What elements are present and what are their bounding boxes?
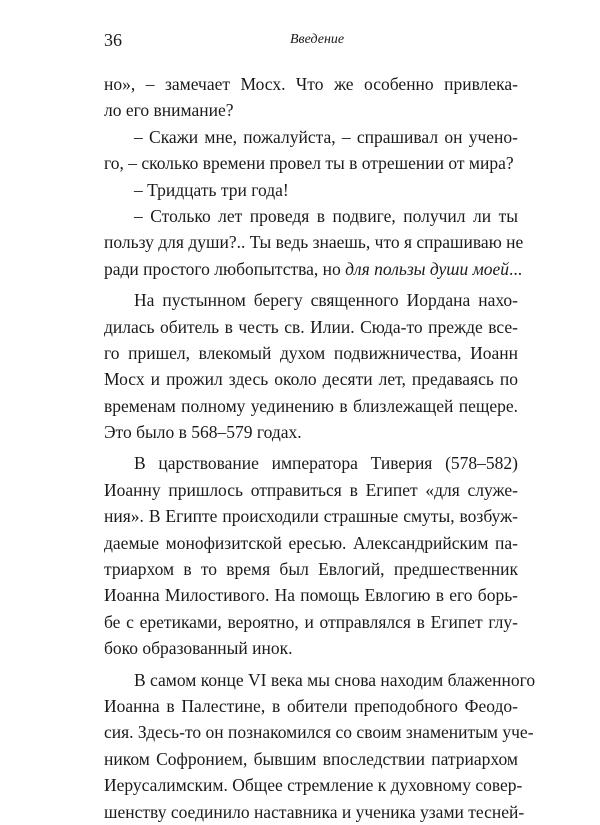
text-line: ния». В Египте происходили страшные смуты, возбуж- (104, 506, 518, 527)
paragraph (104, 71, 518, 124)
text-line (104, 256, 523, 282)
text-line: даемые монофизитской ересью. Александрийским па- (104, 532, 518, 553)
page-number: 36 (104, 30, 122, 50)
body-text (104, 71, 536, 825)
text-line: – Столько лет проведя в подвиге, получил ли ты (134, 205, 518, 226)
text-line: но», – замечает Мосх. Что же особенно привлека- (104, 74, 518, 94)
text-line: Иерусалимским. Общее стремление к духовному совер- (104, 775, 523, 796)
text-line: Это было в 568–579 годах. (104, 422, 302, 443)
text-line: бе с еретиками, вероятно, и отправлялся в Египет глу- (104, 611, 518, 632)
text-line: триархом в то время был Евлогий, предшественник (104, 559, 518, 580)
text-line: дилась обитель в честь св. Илии. Сюда-то прежде все- (104, 316, 518, 337)
text-run: ради простого любопытства, но (104, 258, 346, 279)
text-line: Иоанна Милостивого. На помощь Евлогию в его борь- (104, 585, 518, 606)
text-line: шенству соединило наставника и ученика узами тесней- (104, 801, 525, 822)
text-line: – Тридцать три года! (134, 179, 289, 200)
text-line: боко образованный инок. (104, 638, 293, 659)
text-line: го, – сколько времени провел ты в отрешении от мира? (104, 153, 514, 174)
text-line: В самом конце VI века мы снова находим блаженного (134, 669, 536, 690)
text-line: ло его внимание? (104, 100, 234, 121)
paragraph (104, 203, 524, 282)
text-line: В царствование императора Тиверия (578–582) (134, 453, 518, 474)
text-line: На пустынном берегу священного Иордана нахо- (134, 290, 518, 311)
text-line: ником Софронием, бывшим впоследствии патриархом (104, 748, 518, 769)
text-line: временам полному уединению в близлежащей пещере. (104, 395, 518, 416)
text-run: ... (509, 258, 523, 279)
text-line: го пришел, влекомый духом подвижничества, Иоанн (104, 342, 518, 363)
text-line: пользу для души?.. Ты ведь знаешь, что я спрашиваю не (104, 232, 524, 253)
italic-emphasis: для пользы души моей (345, 258, 510, 279)
text-line: Мосх и прожил здесь около десяти лет, предаваясь по (104, 369, 518, 390)
text-line: – Скажи мне, пожалуйста, – спрашивал он учено- (134, 126, 518, 147)
page-header (104, 30, 520, 54)
paragraph (104, 450, 518, 661)
paragraph (104, 124, 518, 177)
paragraph (104, 177, 518, 203)
text-line: Иоанна в Палестине, в обители преподобного Феодо- (104, 695, 518, 716)
running-title: Введение (290, 32, 345, 47)
text-line: Иоанну пришлось отправиться в Египет «для служе- (104, 479, 518, 500)
text-line: сия. Здесь-то он познакомился со своим знаменитым уче- (104, 722, 534, 743)
paragraph (104, 667, 536, 825)
paragraph (104, 287, 518, 445)
